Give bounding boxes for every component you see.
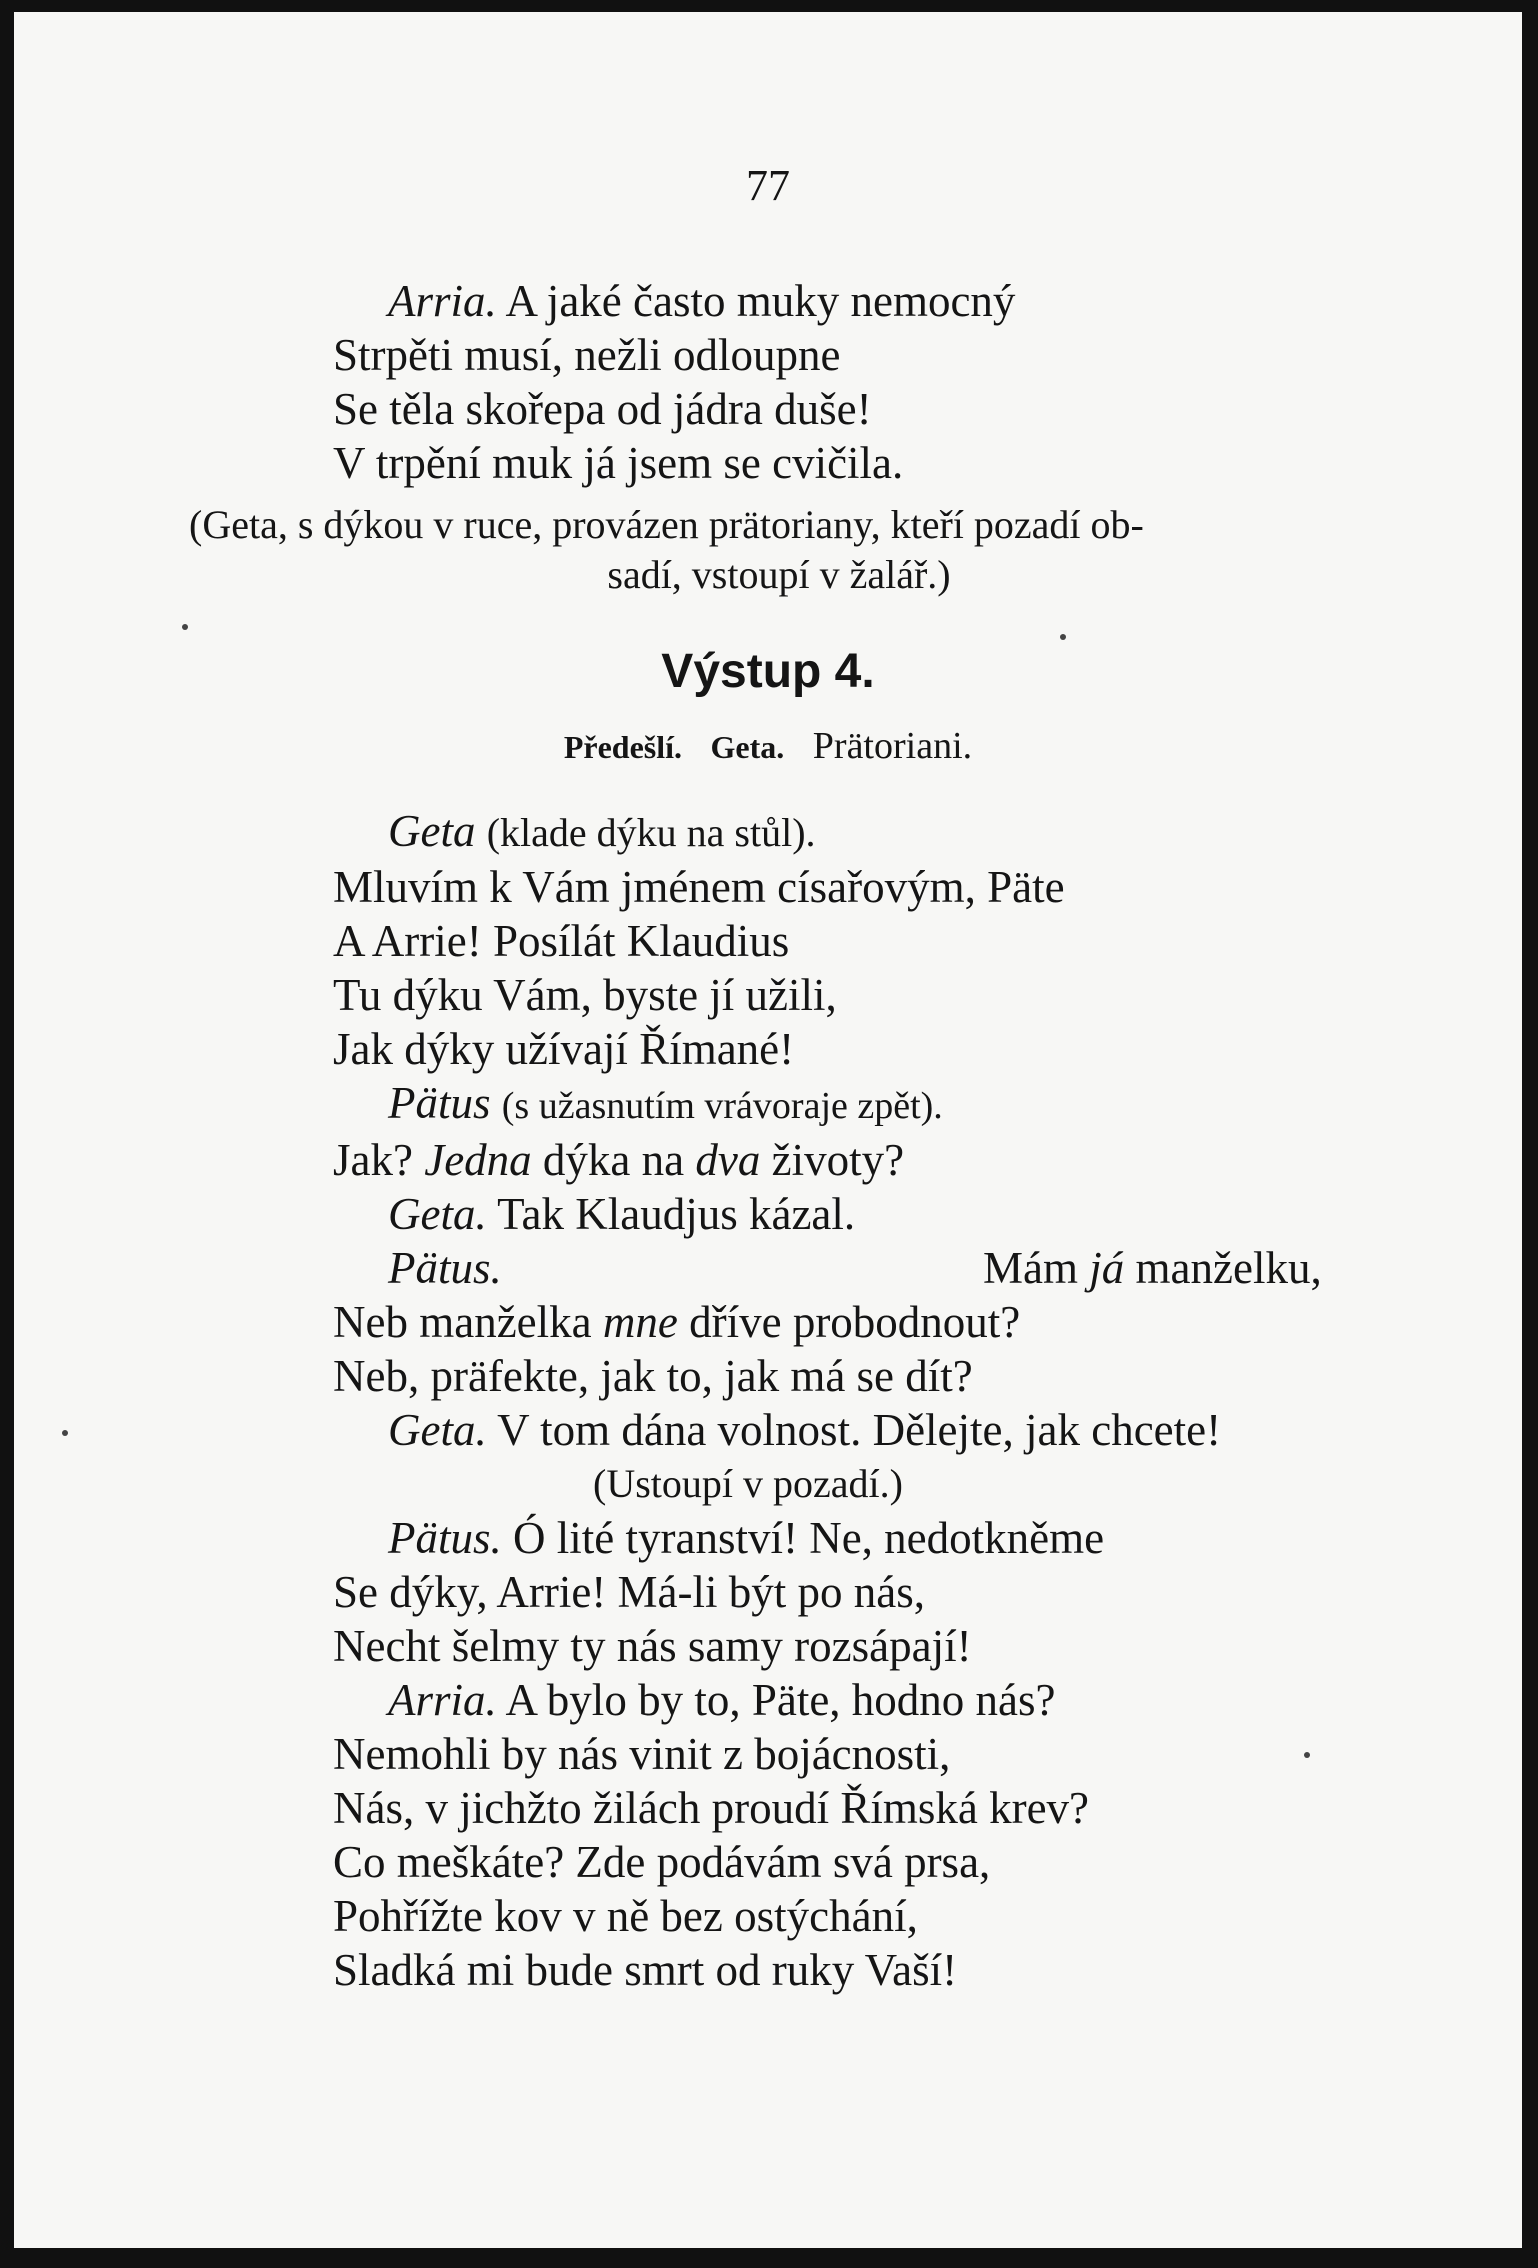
speech-line <box>333 1295 1372 1349</box>
scene-heading: Výstup 4. <box>661 645 875 698</box>
speech-text: životy? <box>771 1135 905 1185</box>
speaker-name: Geta. <box>388 1405 487 1455</box>
speech-line: Co meškáte? Zde podávám svá prsa, <box>333 1837 991 1887</box>
arria-speech-top <box>333 274 1372 490</box>
speaker-name: Pätus. <box>388 1513 502 1563</box>
speaker-name: Pätus. <box>388 1243 502 1293</box>
speech-line <box>333 1241 1372 1295</box>
emphasis: Jedna <box>424 1135 532 1185</box>
speech-text: dříve probodnout? <box>689 1297 1021 1347</box>
speech-line <box>333 274 1372 328</box>
stage-direction-inline: (s užasnutím vrávoraje zpět). <box>501 1085 943 1127</box>
scan-speck <box>62 1430 68 1436</box>
speaker-name: Arria. <box>388 1675 497 1725</box>
speech-line <box>333 1403 1372 1457</box>
stage-direction-inline: (klade dýku na stůl). <box>486 810 816 855</box>
stage-direction-inline: (Ustoupí v pozadí.) <box>593 1461 903 1506</box>
speech-text: manželku, <box>1135 1243 1322 1293</box>
speech-line <box>333 1187 1372 1241</box>
speech-text: Mám <box>983 1243 1078 1293</box>
speaker-name: Arria. <box>388 276 497 326</box>
speech-line <box>333 1133 1372 1187</box>
speech-text: Tak Klaudjus kázal. <box>497 1189 856 1239</box>
speech-line: Neb, präfekte, jak to, jak má se dít? <box>333 1351 973 1401</box>
speech-line: Pohřížte kov v ně bez ostýchání, <box>333 1891 918 1941</box>
speech-line: A Arrie! Posílát Klaudius <box>333 916 790 966</box>
speech-line: V trpění muk já jsem se cvičila. <box>333 438 904 488</box>
emphasis: já <box>1089 1243 1125 1293</box>
speech-text: Ó lité tyranství! Ne, nedotkněme <box>513 1513 1105 1563</box>
scan-speck <box>1304 1752 1310 1758</box>
speech-line: Mluvím k Vám jménem císařovým, Päte <box>333 862 1065 912</box>
speech-line: Se těla skořepa od jádra duše! <box>333 384 872 434</box>
book-page <box>14 12 1522 2248</box>
speech-text: A bylo by to, Päte, hodno nás? <box>505 1675 1056 1725</box>
speech-line <box>333 804 1372 860</box>
stage-direction-line: (Geta, s dýkou v ruce, provázen prätoriany, kteří pozadí ob- <box>189 502 1144 547</box>
dialogue <box>333 804 1372 1997</box>
speech-line: Sladká mi bude smrt od ruky Vaší! <box>333 1945 958 1995</box>
speech-text: V tom dána volnost. Dělejte, jak chcete! <box>497 1405 1222 1455</box>
speech-line: Tu dýku Vám, byste jí užili, <box>333 970 837 1020</box>
personae-item: Předešlí. <box>563 729 683 765</box>
speech-line: Strpěti musí, nežli odloupne <box>333 330 841 380</box>
speech-line: Nemohli by nás vinit z bojácnosti, <box>333 1729 951 1779</box>
scan-speck <box>182 624 188 630</box>
personae-item: Geta. <box>710 729 785 765</box>
speech-line <box>333 1511 1372 1565</box>
emphasis: dva <box>695 1135 761 1185</box>
speech-line: Jak dýky užívají Římané! <box>333 1024 795 1074</box>
speech-text: Jak? <box>333 1135 413 1185</box>
speech-line: Nás, v jichžto žilách proudí Římská krev? <box>333 1783 1090 1833</box>
speaker-name: Pätus <box>388 1078 491 1128</box>
emphasis: mne <box>602 1297 678 1347</box>
speech-text: dýka na <box>542 1135 685 1185</box>
personae-item: Prätoriani. <box>812 725 973 767</box>
speech-line: Se dýky, Arrie! Má-li být po nás, <box>333 1567 925 1617</box>
page-number: 77 <box>746 161 790 210</box>
speech-line <box>333 1076 1372 1133</box>
stage-direction <box>189 500 1369 600</box>
speech-line <box>333 1673 1372 1727</box>
speech-line: Necht šelmy ty nás samy rozsápají! <box>333 1621 972 1671</box>
speech-text-right <box>983 1241 1322 1295</box>
speaker-name: Geta. <box>388 1189 487 1239</box>
speech-text: Neb manželka <box>333 1297 592 1347</box>
stage-direction-line: sadí, vstoupí v žalář.) <box>607 552 951 597</box>
scene-personae <box>14 724 1522 768</box>
scan-speck <box>1060 634 1066 640</box>
speech-text: A jaké často muky nemocný <box>505 276 1016 326</box>
speaker-name: Geta <box>388 806 476 856</box>
